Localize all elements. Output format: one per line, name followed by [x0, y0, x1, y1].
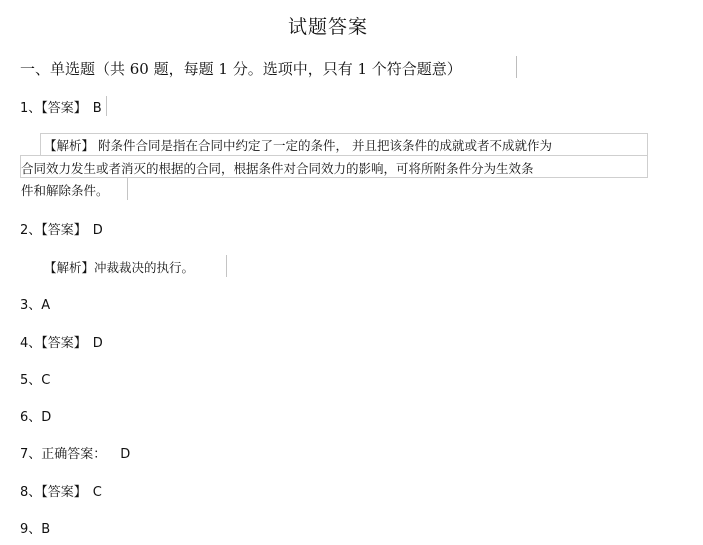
- analysis-1-line-1: 【解析】 附条件合同是指在合同中约定了一定的条件， 并且把该条件的成就或者不成就作为: [44, 138, 552, 153]
- answer-item-4: [20, 332, 103, 351]
- item-number: 9、: [20, 522, 42, 537]
- item-number: 2、: [20, 223, 42, 238]
- item-answer: C: [41, 373, 51, 388]
- item-label: 正确答案：: [41, 447, 107, 462]
- analysis-2: 【解析】冲裁裁决的执行。: [44, 260, 195, 275]
- section-heading: [20, 58, 462, 79]
- answer-item-5: [20, 369, 50, 388]
- divider: [226, 255, 227, 277]
- item-label: 【答案】: [41, 223, 87, 238]
- item-answer: D: [120, 447, 131, 462]
- divider: [516, 56, 517, 78]
- answer-item-9: [20, 518, 50, 537]
- item-number: 6、: [20, 410, 42, 425]
- item-label: 【答案】: [41, 101, 87, 116]
- item-answer: B: [41, 522, 51, 537]
- answer-item-6: [20, 406, 51, 425]
- item-number: 1、: [20, 101, 42, 116]
- item-answer: D: [92, 223, 103, 238]
- page-title: 试题答案: [288, 16, 369, 38]
- item-number: 3、: [20, 298, 42, 313]
- item-number: 5、: [20, 373, 42, 388]
- answer-item-8: [20, 481, 102, 500]
- answer-item-7: [20, 443, 130, 462]
- analysis-1-line-3: 件和解除条件。: [21, 183, 109, 198]
- item-answer: D: [41, 410, 52, 425]
- answer-item-2: [20, 219, 103, 238]
- divider: [106, 96, 107, 116]
- analysis-1-line-2: 合同效力发生或者消灭的根据的合同，根据条件对合同效力的影响，可将所附条件分为生效条: [21, 161, 534, 176]
- item-number: 4、: [20, 336, 42, 351]
- item-label: 【答案】: [41, 336, 87, 351]
- item-number: 8、: [20, 485, 42, 500]
- item-number: 7、: [20, 447, 42, 462]
- item-answer: B: [92, 101, 102, 116]
- item-label: 【答案】: [41, 485, 87, 500]
- answer-item-1: [20, 97, 102, 116]
- item-answer: C: [92, 485, 102, 500]
- answer-item-3: [20, 294, 50, 313]
- divider: [127, 178, 128, 200]
- item-answer: A: [41, 298, 51, 313]
- item-answer: D: [92, 336, 103, 351]
- section-heading-text: 一、单选题（共 60 题，每题 1 分。选项中，只有 1 个符合题意）: [20, 60, 462, 78]
